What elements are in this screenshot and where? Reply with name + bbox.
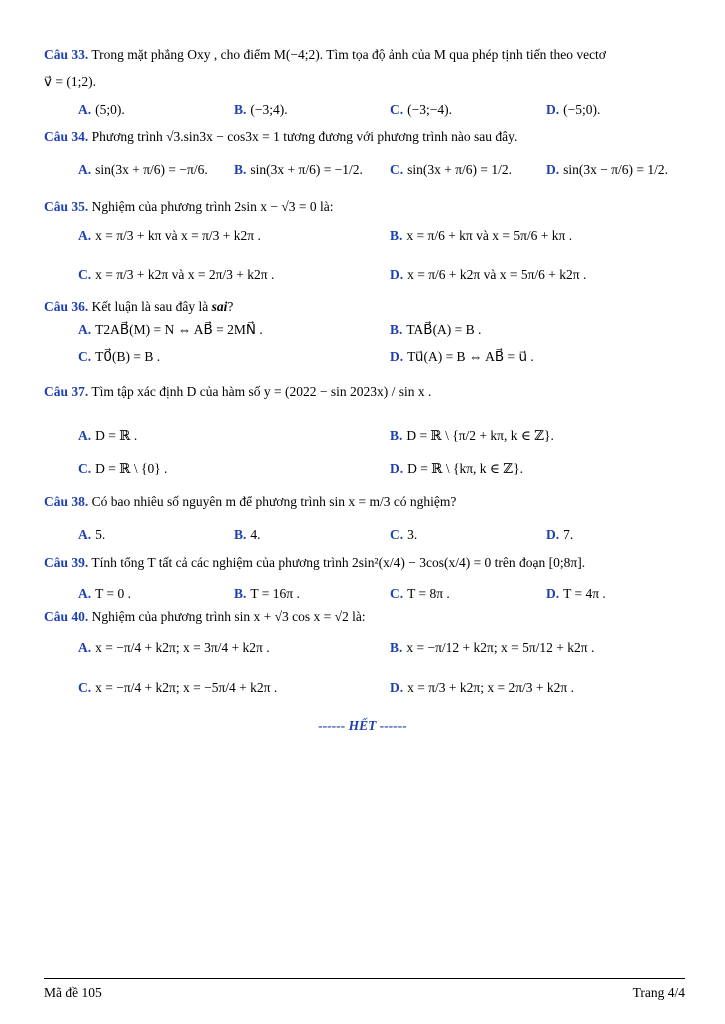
option-b[interactable] xyxy=(234,526,261,543)
question-number: Câu 40. xyxy=(44,609,89,624)
question-34 xyxy=(44,128,685,145)
option-label: D. xyxy=(546,102,560,117)
option-d[interactable] xyxy=(546,585,606,602)
question-text: Nghiệm của phương trình sin x + √3 cos x = √2 là: xyxy=(91,609,366,624)
option-b[interactable] xyxy=(390,321,481,338)
option-label: D. xyxy=(390,267,404,282)
option-b[interactable] xyxy=(234,101,288,118)
option-text: 5. xyxy=(95,527,106,542)
option-label: B. xyxy=(390,428,403,443)
option-text: x = π/3 + k2π và x = 2π/3 + k2π . xyxy=(95,267,275,282)
question-number: Câu 37. xyxy=(44,384,89,399)
option-text: sin(3x + π/6) = −π/6. xyxy=(95,162,208,177)
question-37 xyxy=(44,383,685,400)
option-text: 3. xyxy=(407,527,418,542)
option-a[interactable] xyxy=(78,101,125,118)
option-a[interactable] xyxy=(78,227,261,244)
question-text: Tìm tập xác định D của hàm số y = (2022 − sin 2023x) / sin x . xyxy=(91,384,432,399)
question-36 xyxy=(44,298,685,315)
option-label: B. xyxy=(390,228,403,243)
option-text: x = −π/4 + k2π; x = 3π/4 + k2π . xyxy=(95,640,270,655)
option-text: D = ℝ . xyxy=(95,428,138,443)
option-text: sin(3x − π/6) = 1/2. xyxy=(563,162,669,177)
option-label: D. xyxy=(390,461,404,476)
option-text: Tu⃗(A) = B ⇔ AB⃗ = u⃗ . xyxy=(407,349,534,364)
page-number: Trang 4/4 xyxy=(632,985,685,1000)
option-d[interactable] xyxy=(546,526,573,543)
option-label: D. xyxy=(546,162,560,177)
option-c[interactable] xyxy=(78,348,160,365)
option-text: x = π/6 + kπ và x = 5π/6 + kπ . xyxy=(406,228,573,243)
option-label: C. xyxy=(78,680,92,695)
option-text: D = ℝ \ {kπ, k ∈ ℤ}. xyxy=(407,461,523,476)
option-text: (5;0). xyxy=(95,102,125,117)
option-text: D = ℝ \ {π/2 + kπ, k ∈ ℤ}. xyxy=(406,428,554,443)
option-c[interactable] xyxy=(78,266,274,283)
option-label: C. xyxy=(390,102,404,117)
option-label: C. xyxy=(78,267,92,282)
option-label: D. xyxy=(546,527,560,542)
option-d[interactable] xyxy=(546,101,600,118)
option-label: B. xyxy=(234,586,247,601)
page-footer xyxy=(44,978,685,1007)
option-text: T = 4π . xyxy=(563,586,606,601)
question-33 xyxy=(44,46,685,63)
option-text: T0⃗(B) = B . xyxy=(95,349,161,364)
option-text: T = 0 . xyxy=(95,586,131,601)
option-d[interactable] xyxy=(390,266,586,283)
option-text: D = ℝ \ {0} . xyxy=(95,461,168,476)
option-text: 4. xyxy=(250,527,261,542)
option-a[interactable] xyxy=(78,427,137,444)
option-text: x = −π/12 + k2π; x = 5π/12 + k2π . xyxy=(406,640,595,655)
option-a[interactable] xyxy=(78,585,131,602)
option-text: x = π/3 + kπ và x = π/3 + k2π . xyxy=(95,228,261,243)
end-marker: ------ HẾT ------ xyxy=(318,718,407,733)
question-text: Có bao nhiêu số nguyên m để phương trình sin x = m/3 có nghiệm? xyxy=(91,494,457,509)
question-39 xyxy=(44,554,685,571)
option-text: sin(3x + π/6) = −1/2. xyxy=(250,162,363,177)
option-label: C. xyxy=(390,162,404,177)
option-label: A. xyxy=(78,586,92,601)
option-b[interactable] xyxy=(234,161,363,178)
exam-code: Mã đề 105 xyxy=(44,985,102,1000)
option-d[interactable] xyxy=(390,460,523,477)
option-b[interactable] xyxy=(390,639,594,656)
question-35 xyxy=(44,198,685,215)
option-b[interactable] xyxy=(234,585,300,602)
question-tail: ? xyxy=(227,299,234,314)
option-label: A. xyxy=(78,527,92,542)
option-label: A. xyxy=(78,322,92,337)
option-c[interactable] xyxy=(390,526,417,543)
question-emphasis: sai xyxy=(211,299,228,314)
option-label: D. xyxy=(390,349,404,364)
option-label: C. xyxy=(78,461,92,476)
option-label: D. xyxy=(390,680,404,695)
option-text: (−5;0). xyxy=(563,102,601,117)
option-c[interactable] xyxy=(390,585,450,602)
option-c[interactable] xyxy=(390,101,452,118)
question-text: Tính tổng T tất cả các nghiệm của phương trình 2sin²(x/4) − 3cos(x/4) = 0 trên đoạn [0;8π]. xyxy=(91,555,586,570)
option-label: B. xyxy=(234,102,247,117)
option-label: A. xyxy=(78,640,92,655)
question-number: Câu 38. xyxy=(44,494,89,509)
option-label: C. xyxy=(390,586,404,601)
question-number: Câu 39. xyxy=(44,555,89,570)
option-text: T = 16π . xyxy=(250,586,300,601)
option-label: B. xyxy=(234,162,247,177)
option-text: (−3;4). xyxy=(250,102,288,117)
question-number: Câu 36. xyxy=(44,299,89,314)
question-number: Câu 34. xyxy=(44,129,89,144)
option-c[interactable] xyxy=(78,679,277,696)
option-d[interactable] xyxy=(546,161,668,178)
question-text: Nghiệm của phương trình 2sin x − √3 = 0 là: xyxy=(91,199,334,214)
option-b[interactable] xyxy=(390,427,554,444)
option-text: x = π/3 + k2π; x = 2π/3 + k2π . xyxy=(407,680,574,695)
option-label: C. xyxy=(78,349,92,364)
option-label: A. xyxy=(78,162,92,177)
option-d[interactable] xyxy=(390,679,574,696)
question-38 xyxy=(44,493,685,510)
option-label: B. xyxy=(390,640,403,655)
option-text: T2AB⃗(M) = N ⇔ AB⃗ = 2MN⃗ . xyxy=(95,322,263,337)
question-text: Trong mặt phẳng Oxy , cho điểm M(−4;2). Tìm tọa độ ảnh của M qua phép tịnh tiến theo vectơ xyxy=(91,47,606,62)
option-b[interactable] xyxy=(390,227,572,244)
option-text: x = −π/4 + k2π; x = −5π/4 + k2π . xyxy=(95,680,278,695)
question-40 xyxy=(44,608,685,625)
option-label: A. xyxy=(78,228,92,243)
question-text-line2: v⃗ = (1;2). xyxy=(44,74,96,89)
option-label: C. xyxy=(390,527,404,542)
option-text: sin(3x + π/6) = 1/2. xyxy=(407,162,513,177)
option-label: B. xyxy=(390,322,403,337)
option-text: (−3;−4). xyxy=(407,102,452,117)
question-text: Phương trình √3.sin3x − cos3x = 1 tương đương với phương trình nào sau đây. xyxy=(91,129,518,144)
option-a[interactable] xyxy=(78,639,270,656)
question-number: Câu 35. xyxy=(44,199,89,214)
option-a[interactable] xyxy=(78,161,208,178)
option-text: T = 8π . xyxy=(407,586,450,601)
option-c[interactable] xyxy=(390,161,512,178)
option-text: x = π/6 + k2π và x = 5π/6 + k2π . xyxy=(407,267,587,282)
question-text: Kết luận là sau đây là xyxy=(91,299,209,314)
option-a[interactable] xyxy=(78,526,105,543)
option-c[interactable] xyxy=(78,460,167,477)
option-text: 7. xyxy=(563,527,574,542)
question-number: Câu 33. xyxy=(44,47,89,62)
option-d[interactable] xyxy=(390,348,534,365)
option-label: B. xyxy=(234,527,247,542)
option-label: A. xyxy=(78,428,92,443)
option-a[interactable] xyxy=(78,321,263,338)
option-label: D. xyxy=(546,586,560,601)
option-text: TAB⃗(A) = B . xyxy=(406,322,482,337)
option-label: A. xyxy=(78,102,92,117)
question-33-line2 xyxy=(44,73,685,90)
